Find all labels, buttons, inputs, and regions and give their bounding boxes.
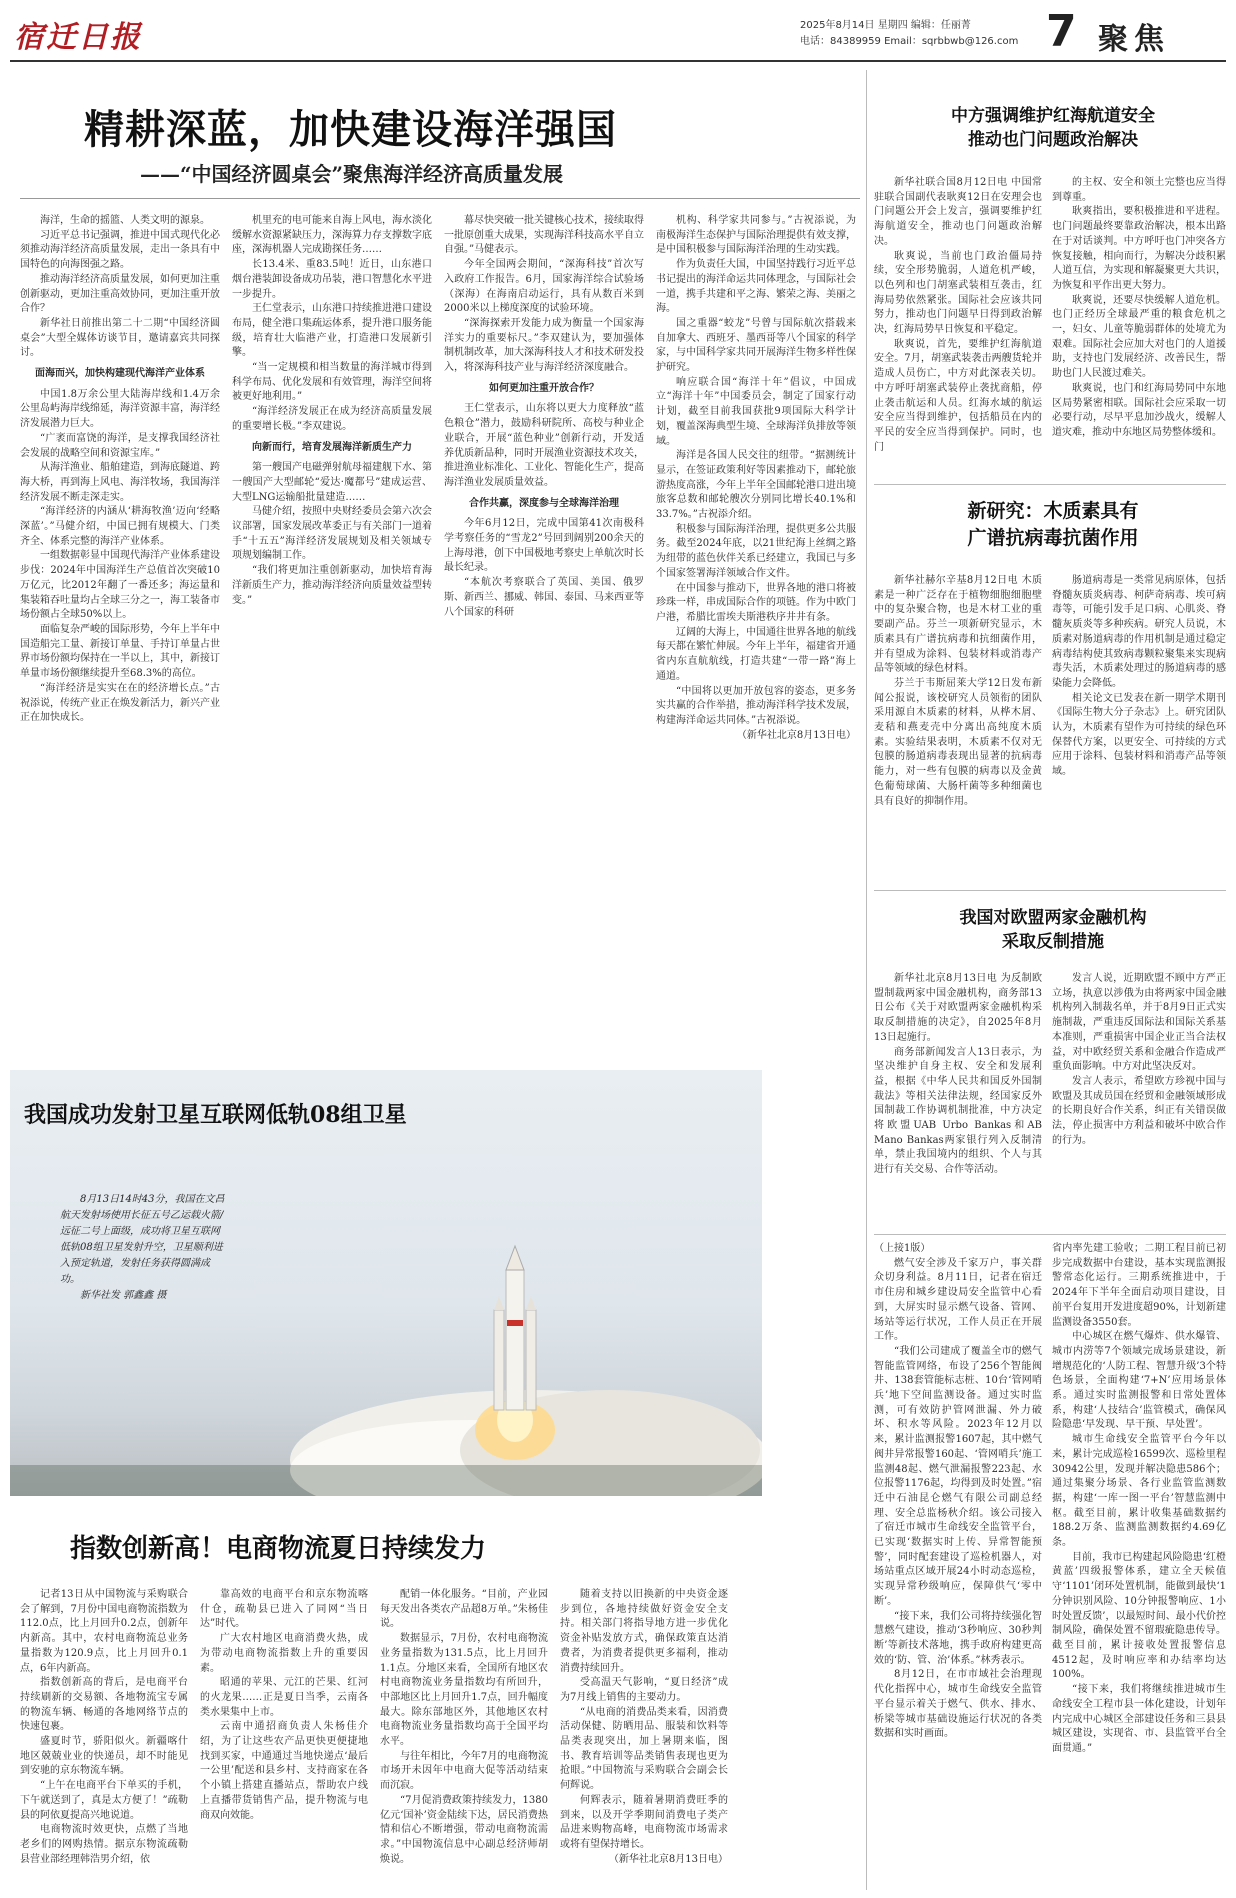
contact-line: 电话：84389959 Email：sqrbbwb@126.com <box>800 36 1019 47</box>
right2-column-2: 肠道病毒是一类常见病原体，包括脊髓灰质炎病毒、柯萨奇病毒、埃可病毒等，可能引发手足口病、心肌炎、脊髓灰质炎等多种疾病。研究人员说，木质素对肠道病毒的作用机制是通过稳定病毒结构使其致病毒颗粒聚集来实现病毒失活，木质素处理过的肠道病毒的感染能力会降低。 相关论文已发表在新一期学术期刊《国际生物大分子杂志》上。研究团队认为，木质素有望作为可持续的绿色环保替代方案，以更安全、可持续的方式应用于涂料、包装材料和消毒产品等领域。 <box>1052 575 1226 778</box>
bottom-headline: 指数创新高！电商物流夏日持续发力 <box>70 1534 487 1564</box>
right1-headline: 中方强调维护红海航道安全 推动也门问题政治解决 <box>951 106 1155 150</box>
photo-credit: 新华社发 郭鑫鑫 摄 <box>80 1290 167 1301</box>
right1-column-2: 的主权、安全和领土完整也应当得到尊重。 耿爽指出，要积极推进和平进程。也门问题最终要靠政治解决，根本出路在于对话谈判。中方呼吁也门冲突各方恢复接触，相向而行，为解决分歧积累人道互信，为实现和解凝聚更大共识，为恢复和平作出更大努力。 耿爽说，还要尽快缓解人道危机。也门正经历全球最严重的粮食危机之一，妇女、儿童等脆弱群体的处境尤为艰难。国际社会应加大对也门的人道援助，支持也门发展经济、改善民生，帮助也门人民渡过难关。 耿爽说，也门和红海局势同中东地区局势紧密相联。国际社会应采取一切必要行动，尽早平息加沙战火，缓解人道灾难，推动中东地区局势整体缓和。 <box>1052 177 1226 438</box>
right2-column-1: 新华社赫尔辛基8月12日电 木质素是一种广泛存在于植物细胞细胞壁中的复杂聚合物，也是木材工业的重要副产品。芬兰一项新研究显示，木质素具有广谱抗病毒和抗细菌作用，并有望成为涂料、包装材料或消毒产品等领域的绿色材料。 芬兰于韦斯屈莱大学12日发布新闻公报说，该校研究人员领衔的团队采用源自木质素的材料，从桦木屑、麦秸和燕麦壳中分离出高纯度木质素。实验结果表明，木质素不仅对无包膜的肠道病毒表现出显著的抗病毒能力，对一些有包膜的病毒以及金黄色葡萄球菌、大肠杆菌等多种细菌也具有良好的抑制作用。 <box>874 575 1042 807</box>
continued-column-1: （上接1版） 燃气安全涉及千家万户，事关群众切身利益。8月11日，记者在宿迁市住房和城乡建设局安全监管中心看到，大屏实时显示燃气设备、管网、场站等运行状况，工作人员正在开展工作。 “我们公司建成了覆盖全市的燃气智能监管网络，布设了256个智能阀井、138套管能标志桩、10台‘管网哨兵’地下空间监测设备。通过实时监测，可有效防护管网泄漏、外力破坏、积水等风险。2023年12月以来，累计监测报警1607起，其中燃气阀井异常报警160起、‘管网哨兵’施工监测48起、燃气泄漏报警223起、水位报警1176起，均得到及时处置。”宿迁中石油昆仑燃气有限公司副总经理、安全总监杨秋介绍。该公司接入了宿迁市城市生命线安全监管平台，已实现‘数据实时上传、异常智能预警’，同时配套建设了巡检机器人，对场站重点区域开展24小时动态巡检，实现异常秒级响应，保障供气‘零中断’。 “接下来，我们公司将持续强化智慧燃气建设，推动‘3秒响应、30秒判断’等新技术落地，携手政府构建更高效的‘防、管、治’体系。”林秀表示。 8月12日，在市市域社会治理现代化指挥中心，城市生命线安全监管平台显示着关于燃气、供水、排水、桥梁等城市基础设施运行状况的各类数据和实时画面。 <box>874 1243 1042 1740</box>
column-separator <box>866 70 867 1890</box>
newspaper-logo: 宿迁日报 <box>14 20 142 55</box>
lead-headline: 精耕深蓝，加快建设海洋强国 <box>84 106 617 153</box>
right3-column-1: 新华社北京8月13日电 为反制欧盟制裁两家中国金融机构，商务部13日公布《关于对欧盟两家金融机构采取反制措施的决定》，自2025年8月13日起施行。 商务部新闻发言人13日表示，为坚决维护自身主权、安全和发展利益，根据《中华人民共和国反外国制裁法》等相关法律法规，经国家反外国制裁工作协调机制批准，中方决定将欧盟UAB Urbo Bankas和AB Mano Bankas两家银行列入反制清单，禁止我国境内的组织、个人与其进行有关交易、合作等活动。 <box>874 973 1042 1176</box>
lead-section-heading-2: 向新而行，培育发展海洋新质生产力 <box>252 441 412 453</box>
continued-column-2: 省内率先建工验收；二期工程目前已初步完成数据中台建设，基本实现监测报警常态化运行。三期系统推进中，于2024年下半年全面启动项目建设，目前平台复用开发进度超90%，计划新建监测设备3550套。 中心城区在燃气爆炸、供水爆管、城市内涝等7个领域完成场景建设，新增规范化的‘人防工程、智慧升级’3个特色场景，全面构建‘7+N’应用场景体系。通过实时监测报警和日常处置体系，构建‘人技结合’监管模式，确保风险隐患‘早发现、早干预、早处置’。 城市生命线安全监管平台今年以来，累计完成巡检16599次、巡检里程30942公里，发现并解决隐患586个；通过集聚分场景、各行业监管监测数据，构建‘一库一图一平台’智慧监测中枢。截至目前，累计收集基础数据约188.2万条、监测监测数据约4.69亿条。 目前，我市已构建起风险隐患‘红橙黄蓝’四级报警体系，建立全天候值守‘1101’闭环处置机制，能做到最快‘1分钟识别风险、10分钟报警响应、1小时处置反馈’，以最短时间、最小代价控制风险，确保处置不留瑕疵隐患传导。截至目前，累计接收处置报警信息4512起，及时响应率和办结率均达100%。 “接下来，我们将继续推进城市生命线安全工程市县一体化建设，计划年内完成中心城区全部建设任务和三县县城区建设，实现省、市、县监管平台全面贯通。” <box>1052 1243 1226 1754</box>
right-divider-2 <box>874 890 1226 891</box>
feature-caption: 8月13日14时43分，我国在文昌航天发射场使用长征五号乙运载火箭/远征二号上面级，成功将卫星互联网低轨08组卫星发射升空，卫星顺利进入预定轨道，发射任务获得圆满成功。 新华社发 郭鑫鑫 摄 <box>60 1192 225 1304</box>
section-name: 聚焦 <box>1098 22 1170 57</box>
lead-column-4: 机构、科学家共同参与。”古祝添说，为南极海洋生态保护与国际治理提供有效支撑，是中国积极参与国际海洋治理的生动实践。 作为负责任大国，中国坚持践行习近平总书记提出的海洋命运共同体理念，与国际社会一道，携手共建和平之海、繁荣之海、美丽之海。 国之重器“蛟龙”号曾与国际航次搭载来自加拿大、西班牙、墨西哥等八个国家的科学家，与中国科学家共同开展海洋生物多样性保护研究。 响应联合国“海洋十年”倡议，中国成立“海洋十年”中国委员会，制定了国家行动计划，截至目前我国获批9项国际大科学计划，覆盖深海典型生境、全球海洋负排放等领域。 海洋是各国人民交往的纽带。“据测统计显示，在签证政策利好等因素推动下，邮轮旅游热度高涨，今年上半年全国邮轮港口进出境旅客总数和邮轮艘次分别同比增长40.1%和33.7%。”古祝添介绍。 积极参与国际海洋治理，提供更多公共服务。截至2024年底，以21世纪海上丝绸之路为纽带的蓝色伙伴关系已经建立，我国已与多个国家签署海洋领域合作文件。 在中国参与推动下，世界各地的港口将被珍珠一样，串成国际合作的项链。作为中欧门户港，希腊比雷埃夫斯港秩序井井有条。 辽阔的大海上，中国通往世界各地的航线每天都在繁忙伸展。今年上半年，福建省开通省内东直航航线，打造共建“一带一路”海上通道。 “中国将以更加开放包容的姿态，更多务实共赢的合作举措，推动海洋科学技术发展，构建海洋命运共同体。”古祝添说。 （新华社北京8月13日电） <box>656 215 856 741</box>
lead-column-1: 海洋，生命的摇篮、人类文明的源泉。 习近平总书记强调，推进中国式现代化必须推动海洋经济高质量发展，走出一条具有中国特色的向海图强之路。 推动海洋经济高质量发展，如何更加注重创新驱动，更加注重高效协同，更加注重开放合作？ 新华社日前推出第二十二期“中国经济圆桌会”大型全媒体访谈节目，邀请嘉宾共同探讨。 面海而兴，加快构建现代海洋产业体系 中国1.8万余公里大陆海岸线和1.4万余公里岛屿海岸线绵延，海洋资源丰富，海洋经济发展潜力巨大。 “广袤而富饶的海洋，是支撑我国经济社会发展的战略空间和资源宝库。” 从海洋渔业、船舶建造，到海底隧道、跨海大桥，再到海上风电、海洋牧场，我国海洋经济发展不断走深走实。 “海洋经济的内涵从‘耕海牧渔’迈向‘经略深蓝’。”马健介绍，中国已拥有规模大、门类齐全、体系完整的海洋产业体系。 一组数据彰显中国现代海洋产业体系建设步伐：2024年中国海洋生产总值首次突破10万亿元，比2012年翻了一番还多；海运量和集装箱吞吐量均占全球三分之一，海工装备市场份额占全球50%以上。 面临复杂严峻的国际形势，今年上半年中国造船完工量、新接订单量、手持订单量占世界市场份额均保持在一半以上，其中，新接订单量市场份额继续提升至68.3%的高位。 “海洋经济是实实在在的经济增长点。”古祝添说，传统产业正在焕发新活力，新兴产业正在加快成长。 <box>20 215 220 724</box>
right1-column-1: 新华社联合国8月12日电 中国常驻联合国副代表耿爽12日在安理会也门问题公开会上发言，强调要维护红海航道安全，推动也门问题政治解决。 耿爽说，当前也门政治僵局持续，安全形势脆弱，人道危机严峻，以色列和也门胡塞武装相互袭击，红海局势依然紧张。国际社会应该共同努力，推动也门问题早日得到政治解决，红海局势早日恢复和平稳定。 耿爽说，首先，要维护红海航道安全。7月，胡塞武装袭击两艘货轮并造成人员伤亡，中方对此深表关切。中方呼吁胡塞武装停止袭扰商船，停止袭击航运和人员。红海水域的航运安全应当得到维护，包括船员在内的平民的安全应当得到保护。同时，也门 <box>874 177 1042 453</box>
page-number: 7 <box>1046 6 1077 57</box>
feature-headline: 我国成功发射卫星互联网低轨08组卫星 <box>24 1102 407 1128</box>
lead-divider <box>20 198 860 199</box>
masthead <box>0 0 1236 66</box>
bottom-column-4: 随着支持以旧换新的中央资金逐步到位，各地持续做好资金安全支持。相关部门将指导地方进一步优化资金补贴发放方式，确保政策直达消费者，为消费者提供更多福利，推动消费持续回升。 受高温天气影响，“夏日经济”成为7月线上销售的主要动力。 “从电商的消费品类来看，因消费活动保健、防晒用品、服装和饮料等品类表现突出，加上暑期来临，图书、教育培训等品类销售表现也更为抢眼。”中国物流与采购联合会副会长何辉说。 何辉表示，随着暑期消费旺季的到来，以及开学季期间消费电子类产品进来购物高峰，电商物流市场需求或将有望保持增长。 （新华社北京8月13日电） <box>560 1589 728 1865</box>
bottom-column-1: 记者13日从中国物流与采购联合会了解到，7月份中国电商物流指数为112.0点，比上月回升0.2点，创新年内新高。其中，农村电商物流总业务量指数为120.9点，比上月回升0.1点，6年内新高。 指数创新高的背后，是电商平台持续刷新的交易额、各地物流宝专属的物流车辆、畅通的各地网络节点的快速包裹。 盛夏时节，骄阳似火。新疆喀什地区兢兢业业的快递员，却不时能见到安驰的京东物流车辆。 “上午在电商平台下单买的手机，下午就送到了，真是太方便了！”疏勒县的阿依夏提高兴地说道。 电商物流时效更快，点燃了当地老乡们的网购热情。据京东物流疏勒县营业部经理韩浩男介绍，依 <box>20 1589 188 1865</box>
lead-section-heading-3: 合作共赢，深度参与全球海洋治理 <box>469 497 619 509</box>
right3-headline: 我国对欧盟两家金融机构 采取反制措施 <box>959 908 1147 952</box>
lead-subhead: ——“中国经济圆桌会”聚焦海洋经济高质量发展 <box>140 162 564 186</box>
right2-headline: 新研究：木质素具有 广谱抗病毒抗菌作用 <box>967 500 1139 549</box>
masthead-rule <box>10 60 1226 62</box>
right-divider-1 <box>874 484 1226 485</box>
date-line: 2025年8月14日 星期四 编辑：任丽菁 <box>800 20 971 31</box>
feature-photo <box>10 1070 762 1496</box>
bottom-column-3: 配销一体化服务。“目前，产业园每天发出各类农产品超8万单。”朱杨佳说。 数据显示，7月份，农村电商物流业务量指数为131.5点，比上月回升1.1点。分地区来看，全国所有地区农村电商物流业务量指数均有所回升，中部地区比上月回升1.7点，回升幅度最大。除东部地区外，其他地区农村电商物流业务量指数均高于全国平均水平。 与往年相比，今年7月的电商物流市场开未因年中电商大促等活动结束而沉寂。 “7月促消费政策持续发力，1380亿元‘国补’资金陆续下达，居民消费热情和信心不断增强，带动电商物流需求。”中国物流信息中心副总经济师胡焕说。 <box>380 1589 548 1865</box>
bottom-column-2: 靠高效的电商平台和京东物流喀什仓，疏勒县已进入了同网“当日达”时代。 广大农村地区电商消费火热，成为带动电商物流指数上升的重要因素。 昭通的苹果、元江的芒果、红河的火龙果……正是夏日当季，云南各类水果集中上市。 云南中通招商负责人朱杨佳介绍，为了让这些农产品更快更便捷地找到买家，中通通过当地快递点‘最后一公里’配送和县乡村、支持商家在各个小镇上搭建直播站点，帮助农户线上直播带货销售产品，提升物流与电商双向效能。 <box>200 1589 368 1821</box>
right-divider-3 <box>874 1234 1226 1235</box>
lead-section-heading-1: 面海而兴，加快构建现代海洋产业体系 <box>35 368 205 380</box>
right3-column-2: 发言人说，近期欧盟不顾中方严正立场，执意以涉俄为由将两家中国金融机构列入制裁名单，并于8月9日正式实施制裁，严重违反国际法和国际关系基本准则，严重损害中国企业正当合法权益，对中欧经贸关系和金融合作造成严重负面影响。中方对此坚决反对。 发言人表示，希望欧方珍视中国与欧盟及其成员国在经贸和金融领域形成的长期良好合作关系，纠正有关错误做法，停止损害中方利益和破坏中欧合作的行为。 <box>1052 973 1226 1146</box>
lead-column-3: 幕尽快突破一批关键核心技术，接续取得一批原创重大成果，实现海洋科技高水平自立自强。”马健表示。 今年全国两会期间，“深海科技”首次写入政府工作报告。6月，国家海洋综合试验场（深海）在海南启动运行，具有从数百米到2000米以上梯度深度的试验环境。 “深海探索开发能力成为衡量一个国家海洋实力的重要标尺。”李双建认为，要加强体制机制改革，加大深海科技人才和技术研发投入，将深海科技产业与海洋经济深度融合。 如何更加注重开放合作？ 王仁堂表示，山东将以更大力度释放“蓝色粮仓”潜力，鼓励科研院所、高校与种业企业联合，开展“蓝色种业”创新行动，开发适养优质新品种，同时开展渔业资源技术攻关，推进渔业标准化、工业化、智能化生产，提高海洋渔业发展质量效益。 合作共赢，深度参与全球海洋治理 今年6月12日，完成中国第41次南极科学考察任务的“雪龙2”号回到阔别200余天的上海母港，创下中国极地考察史上单航次时长最长纪录。 “本航次考察联合了英国、美国、俄罗斯、新西兰、挪威、韩国、泰国、马来西亚等八个国家的科研 <box>444 215 644 618</box>
lead-column-2: 机里充的电可能来自海上风电，海水淡化缓解水资源紧缺压力，深海算力存支撑数字底座，深海机器人完成勘探任务…… 长13.4米、重83.5吨！近日，山东港口烟台港装卸设备成功吊装，港口智慧化水平进一步提升。 王仁堂表示，山东港口持续推进港口建设布局，健全港口集疏运体系，提升港口服务能级，培育壮大临港产业，打造港口发展新引擎。 “当一定规模和相当数量的海洋城市得到科学布局、优化发展和有效管理，海洋空间将被更好地利用。” “海洋经济发展正在成为经济高质量发展的重要增长极。”李双建说。 向新而行，培育发展海洋新质生产力 第一艘国产电磁弹射航母福建舰下水、第一艘国产大型邮轮“爱达·魔都号”建成运营、大型LNG运输船批量建造…… 马健介绍，按照中央财经委员会第六次会议部署，国家发展改革委正与有关部门一道着手“十五五”海洋经济发展规划及相关领域专项规划编制工作。 “我们将更加注重创新驱动，加快培育海洋新质生产力，推动海洋经济向质量效益型转变。” <box>232 215 432 606</box>
